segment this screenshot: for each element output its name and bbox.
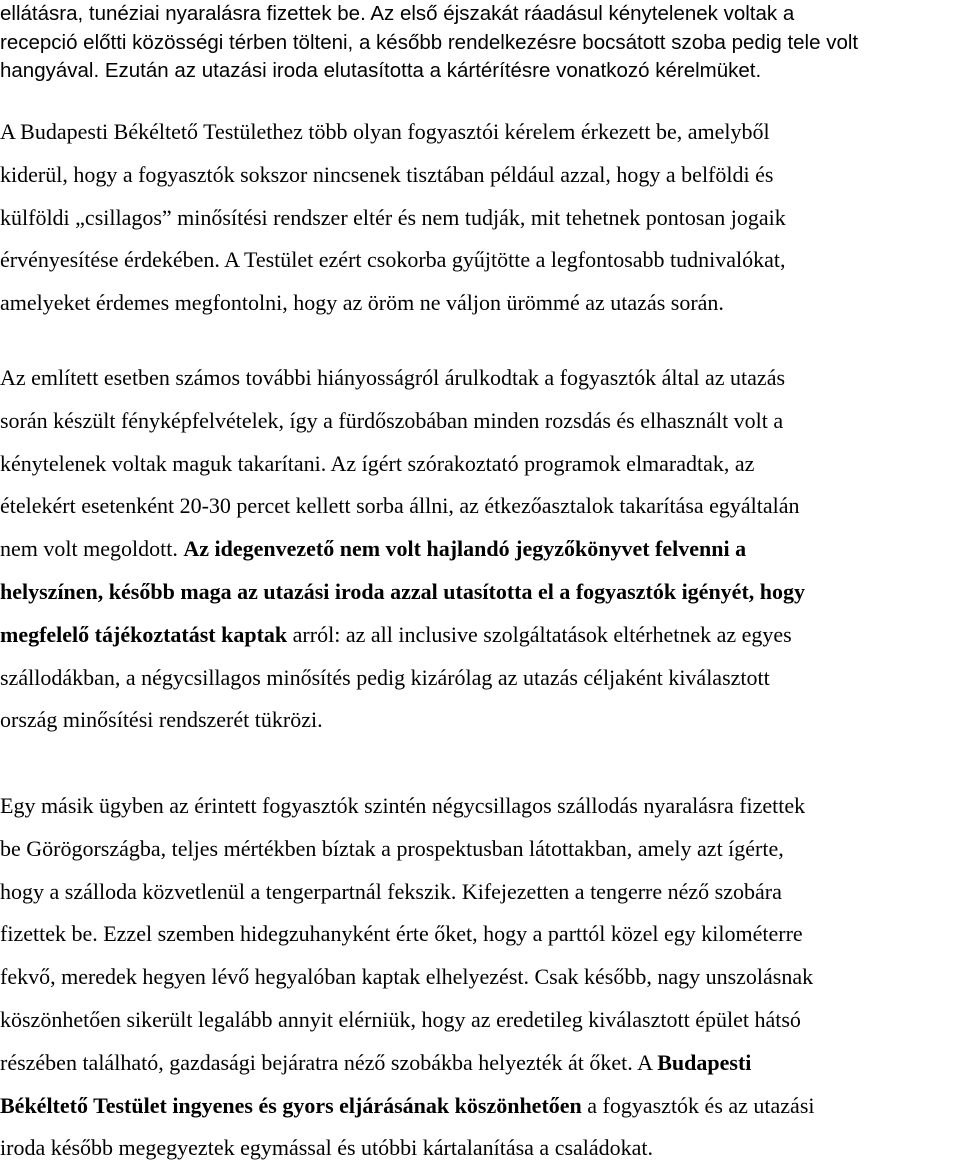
bold-text-segment: Az idegenvezető nem volt hajlandó jegyzőkönyvet felvenni a: [183, 536, 747, 562]
text-line: Egy másik ügyben az érintett fogyasztók szintén négycsillagos szállodás nyaralásra fizettek: [0, 793, 806, 818]
text-line: Az említett esetben számos további hiányosságról árulkodtak a fogyasztók által az utazás: [0, 365, 786, 390]
text-line: ellátásra, tunéziai nyaralásra fizettek be. Az első éjszakát ráadásul kénytelenek voltak a: [0, 2, 795, 25]
text-line: [0, 571, 958, 614]
text-line: be Görögországba, teljes mértékben bíztak a prospektusban látottakban, amely azt ígérte,: [0, 835, 784, 861]
text-line: során készült fényképfelvételek, így a fürdőszobában minden rozsdás és elhasznált volt a: [0, 407, 784, 433]
text-line: hangyával. Ezután az utazási iroda elutasította a kártérítésre vonatkozó kérelmüket.: [0, 59, 762, 83]
text-line: A Budapesti Békéltető Testülethez több olyan fogyasztói kérelem érkezett be, amelyből: [0, 119, 770, 144]
text-segment: nem volt megoldott.: [0, 536, 184, 562]
text-line: [0, 1042, 958, 1085]
text-line: ország minősítési rendszerét tükrözi.: [0, 707, 323, 733]
text-line: [0, 614, 958, 657]
text-line: fizettek be. Ezzel szemben hidegzuhanyként érte őket, hogy a parttól közel egy kilométerre: [0, 921, 803, 947]
text-line: [0, 528, 958, 571]
paragraph-greece-case: [0, 785, 958, 1170]
bold-text-segment: megfelelő tájékoztatást kaptak: [0, 621, 288, 647]
bold-text-segment: helyszínen, később maga az utazási iroda azzal utasította el a fogyasztók igényét, hogy: [0, 578, 806, 604]
text-line: iroda később megegyeztek egymással és utóbbi kártalanítása a családokat.: [0, 1135, 654, 1161]
text-line: fekvő, meredek hegyen lévő hegyalóban kaptak elhelyezést. Csak később, nagy unszolásnak: [0, 964, 814, 990]
paragraph-tunisia-case: [0, 357, 958, 742]
intro-paragraph: [0, 0, 958, 86]
text-line: szállodákban, a négycsillagos minősítés pedig kizárólag az utazás céljaként kiválasztott: [0, 664, 770, 690]
paragraph-consumer-requests: [0, 111, 958, 325]
text-line: ételekért esetenként 20-30 percet kellett sorba állni, az étkezőasztalok takarítása egyáltalán: [0, 493, 800, 519]
text-line: hogy a szálloda közvetlenül a tengerpartnál fekszik. Kifejezetten a tengerre néző szobára: [0, 878, 782, 904]
text-line: amelyeket érdemes megfontolni, hogy az öröm ne váljon ürömmé az utazás során.: [0, 290, 724, 316]
bold-text-segment: Budapesti: [657, 1049, 752, 1075]
text-line: kénytelenek voltak maguk takarítani. Az ígért szórakoztató programok elmaradtak, az: [0, 450, 755, 476]
bold-text-segment: Békéltető Testület ingyenes és gyors eljárásának köszönhetően: [0, 1092, 582, 1118]
text-line: [0, 1085, 958, 1128]
text-segment: arról: az all inclusive szolgáltatások eltérhetnek az egyes: [287, 621, 792, 647]
text-line: érvényesítése érdekében. A Testület ezért csokorba gyűjtötte a legfontosabb tudnivalókat,: [0, 247, 786, 273]
text-segment: a fogyasztók és az utazási: [581, 1092, 815, 1118]
text-line: külföldi „csillagos” minősítési rendszer eltér és nem tudják, mit tehetnek pontosan jogaik: [0, 204, 786, 230]
text-line: recepció előtti közösségi térben tölteni, a később rendelkezésre bocsátott szoba pedig tele volt: [0, 30, 859, 54]
text-line: köszönhetően sikerült legalább annyit elérniük, hogy az eredetileg kiválasztott épület hátsó: [0, 1006, 801, 1032]
text-segment: részében található, gazdasági bejáratra néző szobákba helyezték át őket. A: [0, 1049, 658, 1075]
text-line: kiderül, hogy a fogyasztók sokszor nincsenek tisztában például azzal, hogy a belföldi és: [0, 161, 774, 187]
